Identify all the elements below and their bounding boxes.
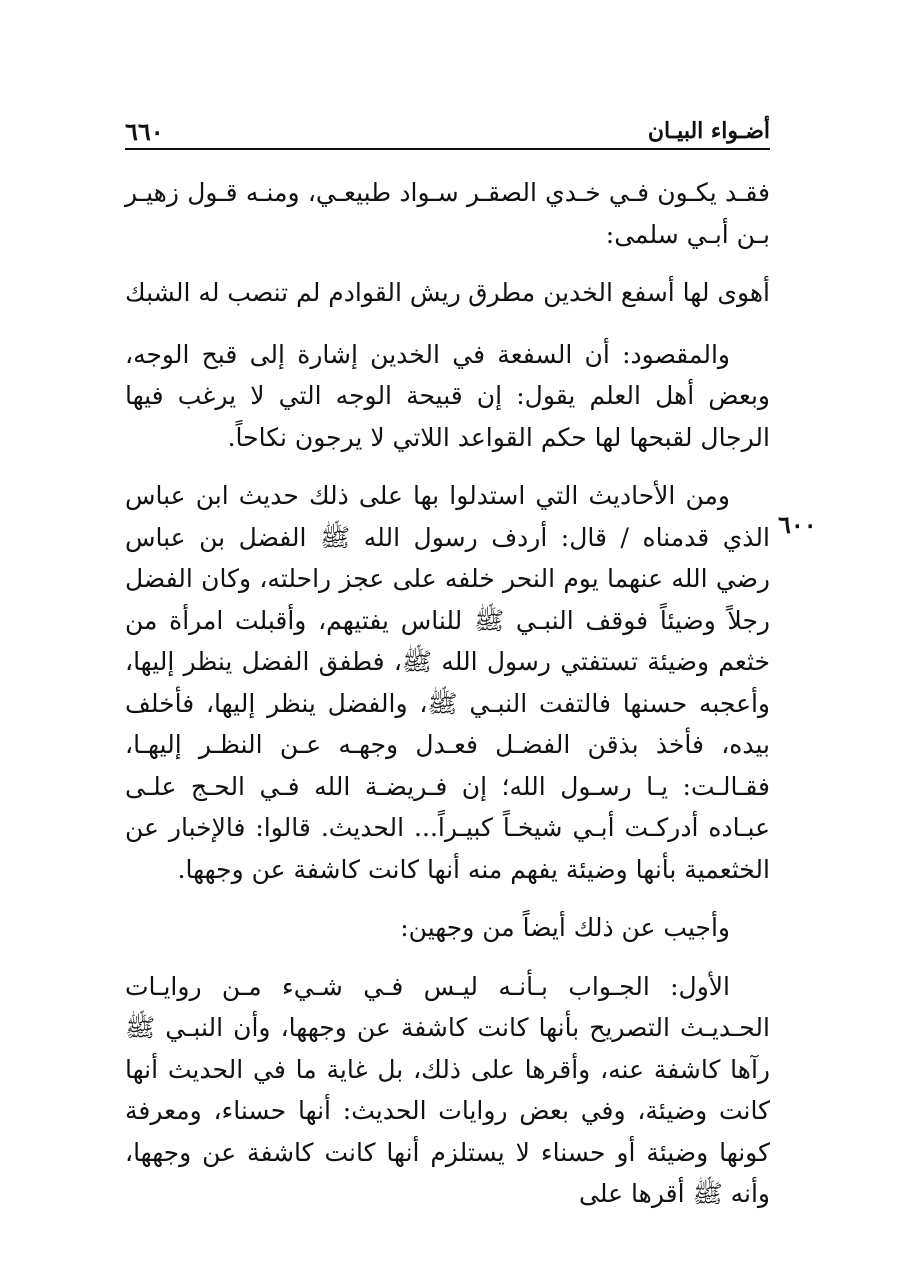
verse-second-hemistich: ريش القوادم لم تنصب له الشبك <box>125 278 461 307</box>
margin-page-reference: ٦٠٠ <box>778 510 817 539</box>
paragraph-3: ومن الأحاديث التي استدلوا بها على ذلك حديث ابن عباس الذي قدمناه / قال: أردف رسول الله ﷺ الفضل بن عباس رضي الله عنهما يوم النحر خلفه على عجز راحلته، وكان الفضل رجلاً وضيئاً فوقف النبـي ﷺ للناس يفتيهم، وأقبلت امرأة من خثعم وضيئة تستفتي رسول الله ﷺ، فطفق الفضل ينظر إليها، وأعجبه حسنها فالتفت النبـي ﷺ، والفضل ينظر إليها، فأخلف بيده، فأخذ بذقن الفضـل فعـدل وجهـه عـن النظـر إليهـا، فقـالـت: يـا رسـول الله؛ إن فـريضـة الله فـي الحـج علـى عبـاده أدركـت أبـي شيخـاً كبيـراً... الحديث. قالوا: فالإخبار عن الخثعمية بأنها وضيئة يفهم منه أنها كانت كاشفة عن وجهها. <box>125 481 770 884</box>
page-header <box>125 112 770 150</box>
poem-verse <box>125 272 770 314</box>
book-title: أضـواء البيـان <box>647 118 770 144</box>
paragraph-5: الأول: الجـواب بـأنـه ليـس فـي شـيء مـن روايـات الحـديـث التصريح بأنها كانت كاشفة عن وجهها، وأن النبـي ﷺ رآها كاشفة عنه، وأقرها على ذلك، بل غاية ما في الحديث أنها كانت وضيئة، وفي بعض روايات الحديث: أنها حسناء، ومعرفة كونها وضيئة أو حسناء لا يستلزم أنها كانت كاشفة عن وجهها، وأنه ﷺ أقرها على <box>125 971 770 1208</box>
paragraph-2: والمقصود: أن السفعة في الخدين إشارة إلى قبح الوجه، وبعض أهل العلم يقول: إن قبيحة الوجه التي لا يرغب فيها الرجال لقبحها لها حكم القواعد اللاتي لا يرجون نكاحاً. <box>125 339 770 452</box>
page-number: ٦٦٠ <box>125 117 164 146</box>
paragraph-1: فقـد يكـون فـي خـدي الصقـر سـواد طبيعـي، ومنـه قـول زهيـر بـن أبـي سلمى: <box>125 178 770 249</box>
verse-first-hemistich: أهوى لها أسفع الخدين مطرق <box>468 278 770 307</box>
paragraph-4: وأجيب عن ذلك أيضاً من وجهين: <box>400 913 730 942</box>
page-body <box>125 172 770 1232</box>
